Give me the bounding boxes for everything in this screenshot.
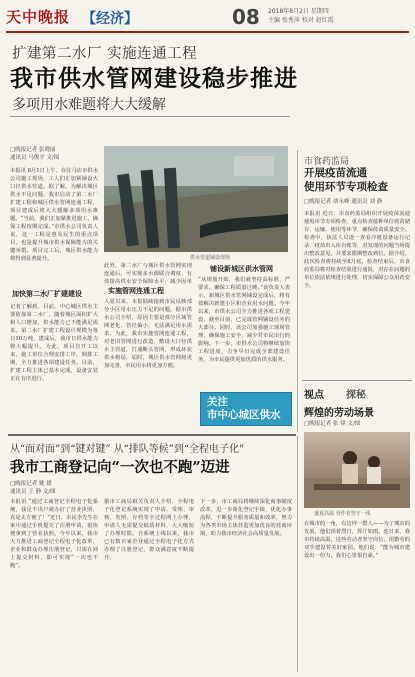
sidebar-divider xyxy=(302,380,412,381)
lead-col2-text: 此外，第二水厂与城区供水管网实现连通后，可实现多水源联合调度，有效提高供水安全保障水平，减少因单 xyxy=(104,263,192,284)
sidebar-headline xyxy=(304,166,412,194)
laborer-title: 辉煌的劳动场景 xyxy=(304,408,374,419)
sidebar-byline: □晚报记者 胡永峰 通讯员 刘 静 xyxy=(304,199,383,205)
bottom-col1-text: 本报讯 “通过工商登记全程电子化系统，我足不出户就办好了营业执照，真是太方便了！”近日，市民李先生在家中通过手机提交了注册申请，很快便拿到了营业执照。今年以来，我市大力推进工商登记全程电子化改革，企业和群众办理注册登记，只需在网上提交材料，即可实现“一次也不跑”。 xyxy=(10,499,98,569)
focus-banner xyxy=(200,392,292,426)
bottom-byline-reporter: □晚报记者 姚 媛 xyxy=(10,481,52,487)
lead-col3-subtitle: 铺设新城区供水管网 xyxy=(210,265,273,273)
pipeline-illustration xyxy=(104,146,288,252)
lead-col1-text-2: 记者了解到，目前，中心城区供水主要依靠第二水厂，随着城区面积扩大和人口增加，供水能力已不能满足需求。第二水厂扩建工程设计规模为每日10万吨，建成后，我市日供水能力将大幅提升。为此，项目自开工以来，施工单位合理安排工序，倒排工期，全力推进各项建设任务。目前，扩建工程主体已基本完成，设备安装正在有序进行。 xyxy=(10,304,98,382)
bottom-column-divider xyxy=(297,436,298,672)
bottom-byline-correspondent: 通讯员 王 静 文/图 xyxy=(10,489,56,495)
sidebar-text: 本报讯 近日，市食药监局组织开展疫苗流通使用环节专项检查，重点检查接种单位疫苗储存、运输、使用等环节，确保疫苗质量安全。检查中，执法人员逐一查看冷链设备运行记录、疫苗出入库台账等，对发现的问题当场提出整改意见，并要求限期整改到位。据介绍，此次检查将持续至8月底，检查结束后，市食药监局将对检查结果进行通报，对存在问题的单位依法依规进行处理，切实保障公众用药安全。 xyxy=(304,211,410,289)
column-divider xyxy=(297,150,298,432)
lead-kicker: 扩建第二水厂 实施连通工程 xyxy=(12,46,198,62)
sidebar-headline-2: 使用环节专项检查 xyxy=(304,181,388,193)
laborer-photo-caption: 盛夏高温 劳作者坚守一线 xyxy=(314,511,371,517)
lead-col2-subtitle: 实施管网连通工程 xyxy=(108,287,164,295)
lead-col1-text: 本报讯 8月1日上午，在驻马店市供水公司施工现场，工人们正加紧铺设大口径供水管道。据了解，为解决城区供水不足问题，我市启动了第二水厂扩建工程和城区供水管网连通工程，项目建成后将大大缓解多项用水难题。“当前，我们正加紧推进施工，确保工程按期完成。”市供水公司负责人说，这一工程是惠及民生的重点项目，也是提升城市供水保障能力的关键举措。项目完工后，城区供水能力将得到显著提升。 xyxy=(10,168,98,262)
banner-line-1: 关注 xyxy=(207,396,228,408)
laborer-byline: □晚报记者 张 锋 文/图 xyxy=(304,421,361,427)
bottom-divider xyxy=(8,434,296,436)
lead-byline xyxy=(10,146,100,162)
lead-col2-text-2: 入夏以来，本报陆续接到市民反映部分小区用水压力不足的问题。据市供水公司介绍，原因主要是部分区域管网老化、管径偏小，无法满足用水需求。为此，我市实施管网连通工程，对老旧管网进行改造，敷设大口径供水主管道，打通断头管网，形成环状供水格局，届时，城区供水管网将更加完善，市民用水将更加方便。 xyxy=(104,299,192,369)
sidebar-kicker: 市食药监局 xyxy=(304,157,350,167)
photo-caption: 供水管道铺设现场 xyxy=(190,255,231,261)
date-text: 2018年8月2日 星期四 xyxy=(268,8,329,15)
lead-col1-subtitle: 加快第二水厂扩建建设 xyxy=(12,290,82,298)
sidebar-section-label-2: 探秘 xyxy=(346,390,366,401)
newspaper-logo: 天中晚报 xyxy=(6,8,71,26)
worker-illustration xyxy=(304,432,410,508)
bottom-col3-text: 下一步，市工商局将继续深化商事制度改革，进一步简化登记手续、优化办事流程，不断提升服务质量和效率，努力为各类市场主体营造更加优良的营商环境，助力我市经济社会高质量发展。 xyxy=(200,499,292,537)
lead-subhead: 多项用水难题将大大缓解 xyxy=(12,97,166,113)
laborer-text: 在城市的一角，有这样一群人——为了城市的发展，他们顶着烈日，挥汗如雨。连日来，我市持续高温，这些劳动者坚守岗位，用勤劳的双手建设着美好家园。他们说：“能为城市建设出一份力，我们心里很自豪。” xyxy=(304,521,410,559)
laborer-photo xyxy=(304,432,410,508)
lead-byline-correspondent: 通讯员 马俊平 文/图 xyxy=(10,155,60,161)
editor-text: 主编 张秀萍 校对 赵红霞 xyxy=(268,17,334,24)
masthead xyxy=(6,5,409,33)
banner-line-2: 市中心城区供水 xyxy=(207,409,281,421)
dateline xyxy=(268,7,408,25)
lead-col3-text: “从规划开始，我们就坚持高标准、严要求，确保工程质量过硬。”该负责人表示，新城区供水管网铺设完成后，将有效解决新建小区和企业用水问题。今年以来，市供水公司全力推进各项工程建设，截至目前，已完成管网铺设任务的大部分。同时，该公司加强施工现场管理，确保施工安全，减少对市民出行的影响。下一步，市供水公司将继续加快工程进度，力争早日完成全部建设任务，为市民提供更加优质的供水服务。 xyxy=(198,277,290,363)
bottom-kicker: 从“面对面”到“键对键” 从“排队等候”到“全程电子化” xyxy=(10,444,245,455)
lead-byline-reporter: □晚报记者 张晓丽 xyxy=(10,147,56,153)
page-number: 08 xyxy=(232,5,260,29)
bottom-headline: 我市工商登记向“一次也不跑”迈进 xyxy=(10,459,230,476)
sidebar-headline-1: 开展疫苗流通 xyxy=(304,167,367,179)
sidebar-section-label: 视点 xyxy=(304,390,324,401)
section-name: 【经济】 xyxy=(82,11,138,27)
pipeline-photo xyxy=(104,146,288,252)
lead-divider xyxy=(10,116,290,117)
bottom-col2-text: 据市工商局相关负责人介绍，全程电子化登记系统实现了申请、受理、审核、发照、存档等全过程网上办理，申请人无需提交纸质材料，大大缩短了办理时限。自系统上线以来，我市已有数百家企业通过全程电子化方式办理了注册登记，群众满意度不断提升。 xyxy=(104,499,194,561)
lead-headline: 我市供水管网建设稳步推进 xyxy=(10,65,298,92)
bottom-byline xyxy=(10,480,100,496)
